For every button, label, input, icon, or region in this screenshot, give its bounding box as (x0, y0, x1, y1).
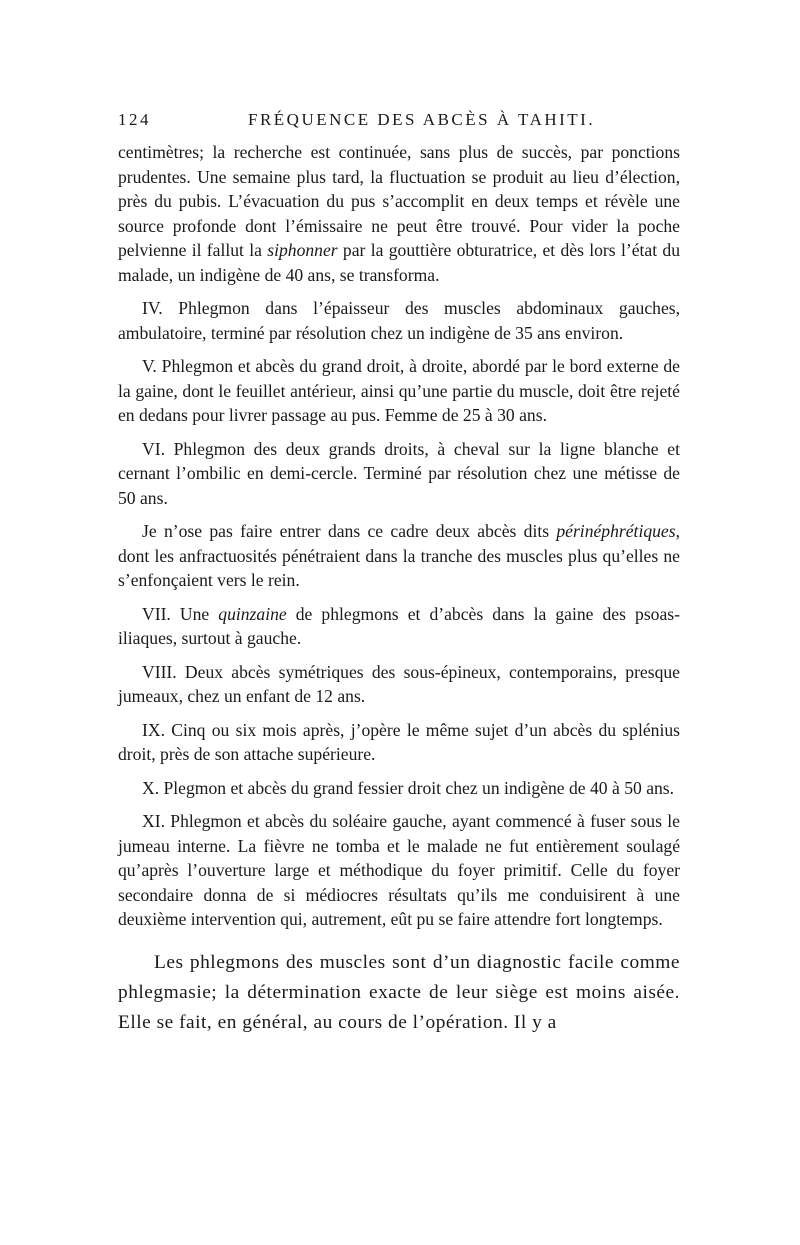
italic-term: siphonner (267, 240, 338, 260)
running-title: FRÉQUENCE DES ABCÈS À TAHITI. (248, 110, 596, 129)
case-xi-paragraph (118, 809, 680, 932)
case-x-paragraph (118, 776, 680, 801)
case-v-paragraph (118, 354, 680, 428)
paragraph-text: IX. Cinq ou six mois après, j’opère le même sujet d’un abcès du splénius droit, près de son attache supérieure. (118, 719, 680, 764)
case-iv-paragraph (118, 296, 680, 345)
case-viii-paragraph (118, 660, 680, 709)
italic-term: périnéphrétiques (556, 521, 676, 541)
paragraph-text: IV. Phlegmon dans l’épaisseur des muscles abdominaux gauches, ambulatoire, terminé par résolution chez un indigène de 35 ans environ. (118, 298, 680, 343)
perinephretic-note-paragraph (118, 519, 680, 593)
paragraph-text: VII. Une (142, 603, 219, 624)
italic-term: quinzaine (218, 603, 287, 624)
book-page (118, 110, 680, 1038)
case-vi-paragraph (118, 437, 680, 511)
paragraph-text: V. Phlegmon et abcès du grand droit, à droite, abordé par le bord externe de la gaine, dont le feuillet antérieur, ainsi qu’une partie du muscle, doit être rejeté en dedans pour livrer passage au pus. Femme de 25 à 30 ans. (118, 356, 680, 425)
paragraph-text: , dont les anfractuosités pénétraient dans la tranche des muscles plus qu’elles ne s’enfonçaient vers le rein. (118, 521, 680, 590)
running-head (118, 110, 680, 140)
paragraph-text: Je n’ose pas faire entrer dans ce cadre deux abcès dits (142, 521, 557, 541)
paragraph-text: par la gouttière obturatrice, et dès lors l’état du malade, un indigène de 40 ans, se transforma. (118, 240, 680, 285)
paragraph-text: VI. Phlegmon des deux grands droits, à cheval sur la ligne blanche et cernant l’ombilic en demi-cercle. Terminé par résolution chez une métisse de 50 ans. (118, 438, 680, 508)
paragraph-text: centimètres; la recherche est continuée, sans plus de succès, par ponctions prudentes. Une semaine plus tard, la fluctuation se produit au lieu d’élection, près du pubis. L’évacuation du pus s’accomplit en deux temps et révèle une source profonde dont l’émissaire ne peut être trouvé. Pour vider la poche pelvienne il fallut la (118, 142, 680, 260)
paragraph-continuation (118, 140, 680, 287)
diagnostic-paragraph (118, 948, 680, 1038)
case-ix-paragraph (118, 718, 680, 767)
page-number: 124 (118, 110, 151, 129)
paragraph-text: XI. Phlegmon et abcès du soléaire gauche, ayant commencé à fuser sous le jumeau interne. La fièvre ne tomba et le malade ne fut entièrement soulagé qu’après l’ouverture large et méthodique du foyer primitif. Celle du foyer secondaire donna de si médiocres résultats qu’ils me conduisirent à une deuxième intervention qui, autrement, eût pu se faire attendre fort longtemps. (118, 811, 680, 929)
paragraph-text: de phlegmons et d’abcès dans la gaine des psoas-iliaques, surtout à gauche. (118, 603, 680, 648)
paragraph-text: VIII. Deux abcès symétriques des sous-épineux, contemporains, presque jumeaux, chez un enfant de 12 ans. (118, 661, 680, 706)
paragraph-text: Les phlegmons des muscles sont d’un diagnostic facile comme phlegmasie; la détermination exacte de leur siège est moins aisée. Elle se fait, en général, au cours de l’opération. Il y a (118, 951, 680, 1033)
case-vii-paragraph (118, 602, 680, 651)
paragraph-text: X. Plegmon et abcès du grand fessier droit chez un indigène de 40 à 50 ans. (142, 777, 675, 798)
